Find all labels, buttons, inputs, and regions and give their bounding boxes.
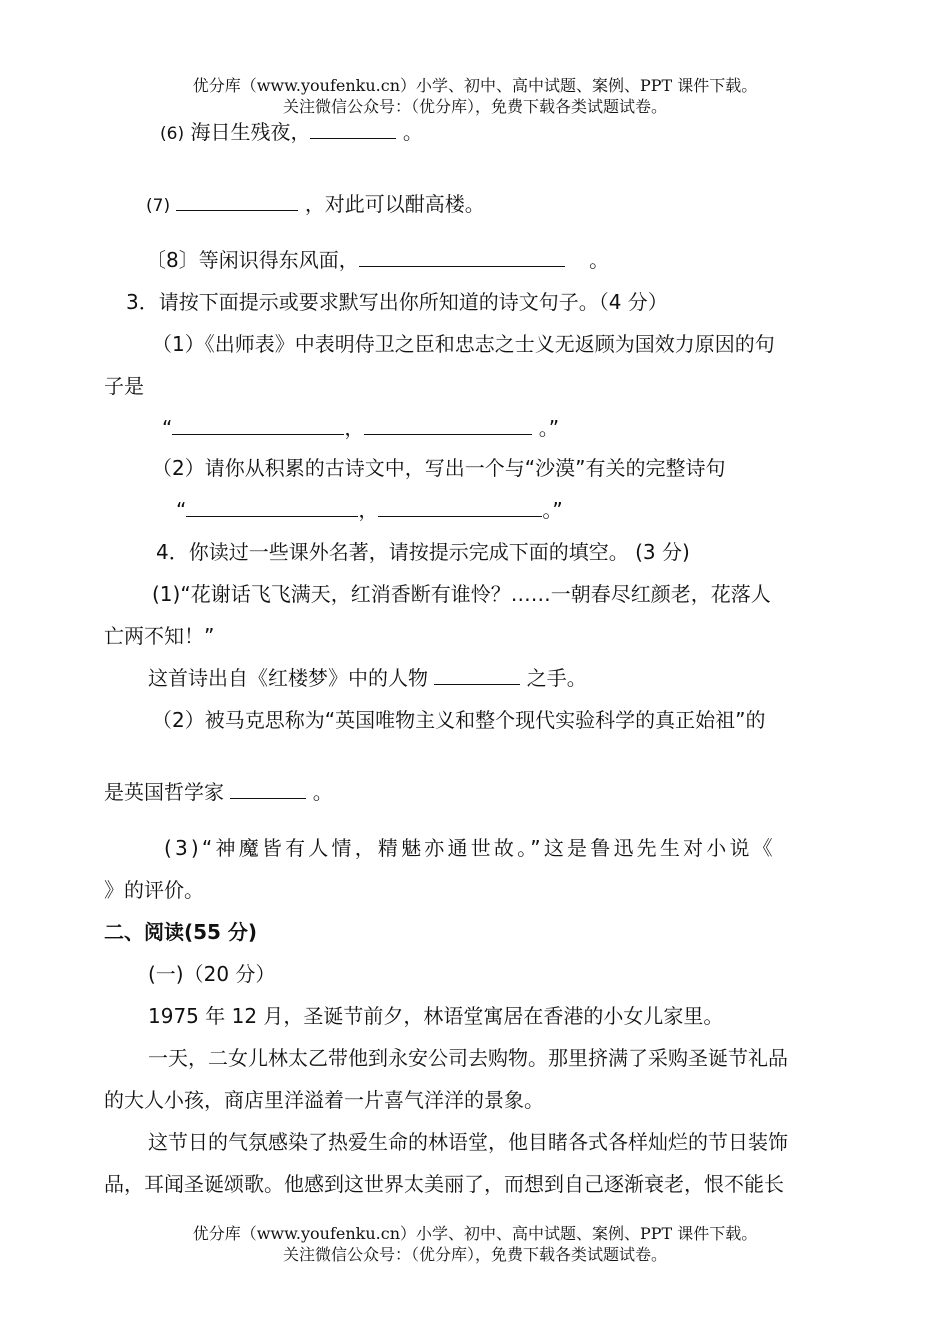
q2-item-8-blank[interactable] [359, 248, 565, 267]
footer-watermark-line1: 优分库（www.youfenku.cn）小学、初中、高中试题、案例、PPT 课件下载。 [192, 1224, 758, 1243]
q3-item-2-blank-1[interactable] [186, 498, 358, 517]
q3-item-1-line-2: 子是 [104, 374, 144, 398]
q3-item-2-comma: ， [358, 498, 379, 522]
header-watermark-line1: 优分库（www.youfenku.cn）小学、初中、高中试题、案例、PPT 课件下载。 [192, 76, 758, 95]
q2-item-7-blank[interactable] [176, 192, 298, 211]
q2-item-8 [146, 246, 609, 274]
q3-item-1-blank-2[interactable] [364, 416, 532, 435]
passage-paragraph-1: 1975 年 12 月，圣诞节前夕，林语堂寓居在香港的小女儿家里。 [148, 1004, 724, 1028]
q4-item-2-prompt: 是英国哲学家 [104, 780, 224, 804]
q3-item-1-open-quote: “ [162, 416, 173, 440]
q2-item-6-number: (6) [160, 124, 185, 144]
q4-item-2-end: 。 [312, 780, 333, 804]
q2-item-6-end: 。 [402, 120, 423, 144]
section-2-part-1-title: (一)（20 分） [148, 962, 276, 986]
q4-item-1-line-3 [148, 664, 587, 692]
q4-item-2-line-2 [104, 778, 333, 806]
q3-title: 3．请按下面提示或要求默写出你所知道的诗文句子。（4 分） [126, 290, 668, 314]
q2-item-8-end: 。 [589, 248, 610, 272]
q3-item-1-line-1: （1）《出师表》中表明侍卫之臣和忠志之士义无返顾为国效力原因的句 [152, 332, 775, 356]
q2-item-6-blank[interactable] [310, 120, 396, 139]
q2-item-6-text: 海日生残夜， [190, 120, 311, 144]
q4-item-2-blank[interactable] [230, 780, 306, 799]
passage-paragraph-3-line-2: 品，耳闻圣诞颂歌。他感到这世界太美丽了，而想到自己逐渐衰老，恨不能长 [104, 1172, 784, 1196]
section-2-title: 二、阅读(55 分) [104, 920, 258, 944]
q4-item-1-prompt: 这首诗出自《红楼梦》中的人物 [148, 666, 428, 690]
q4-item-2-line-1: （2）被马克思称为“英国唯物主义和整个现代实验科学的真正始祖”的 [152, 708, 766, 732]
q3-item-2-open-quote: “ [176, 498, 187, 522]
q3-item-1-comma: ， [344, 416, 365, 440]
q3-item-1-blank-1[interactable] [172, 416, 344, 435]
q4-item-1-end: 之手。 [526, 666, 587, 690]
q4-item-1-blank[interactable] [434, 666, 520, 685]
q4-item-1-line-1: (1)“花谢话飞飞满天，红消香断有谁怜？……一朝春尽红颜老，花落人 [152, 582, 771, 606]
q3-item-1-answer [162, 414, 559, 442]
passage-paragraph-3-line-1: 这节日的气氛感染了热爱生命的林语堂，他目睹各式各样灿烂的节日装饰 [148, 1130, 788, 1154]
footer-watermark-line2: 关注微信公众号：（优分库），免费下载各类试题试卷。 [282, 1245, 667, 1264]
q2-item-7-number: (7) [146, 196, 171, 216]
q3-item-1-end: 。” [538, 416, 560, 440]
q2-item-7-text: ，对此可以酣高楼。 [304, 192, 485, 216]
q4-item-3-line-2: 》的评价。 [104, 878, 204, 902]
q2-item-8-text: 〔8〕等闲识得东风面， [146, 248, 359, 272]
q4-item-1-line-2: 亡两不知！” [104, 624, 215, 648]
q3-item-2-end: 。” [542, 498, 563, 522]
header-watermark-line2: 关注微信公众号：（优分库），免费下载各类试题试卷。 [282, 97, 667, 116]
q2-item-7 [146, 190, 485, 220]
q3-item-2-answer [176, 496, 563, 524]
passage-paragraph-2-line-1: 一天，二女儿林太乙带他到永安公司去购物。那里挤满了采购圣诞节礼品 [148, 1046, 788, 1070]
passage-paragraph-2-line-2: 的大人小孩，商店里洋溢着一片喜气洋洋的景象。 [104, 1088, 544, 1112]
q4-item-3-line-1: (3)“神魔皆有人情，精魅亦通世故。”这是鲁迅先生对小说《 [164, 836, 776, 860]
q2-item-6 [160, 118, 423, 148]
q3-item-2-text: （2）请你从积累的古诗文中，写出一个与“沙漠”有关的完整诗句 [152, 456, 726, 480]
q4-title: 4．你读过一些课外名著，请按提示完成下面的填空。 (3 分) [156, 540, 690, 564]
q3-item-2-blank-2[interactable] [378, 498, 542, 517]
